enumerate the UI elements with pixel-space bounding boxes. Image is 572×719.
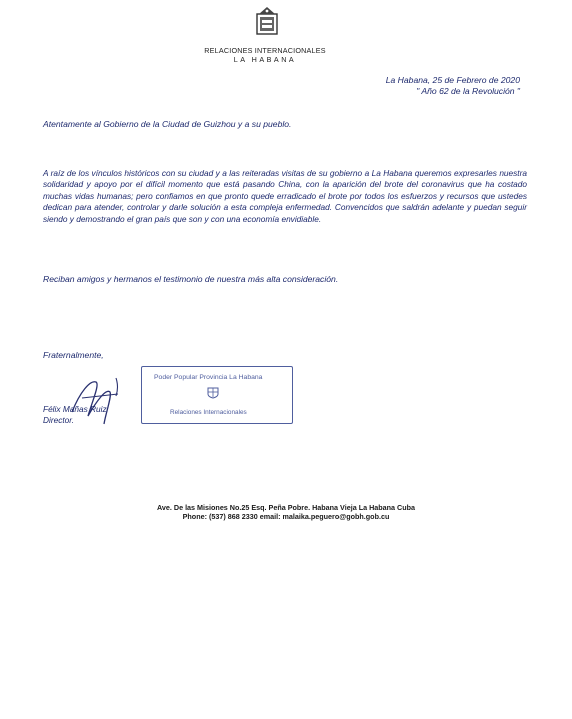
- organization-name: RELACIONES INTERNACIONALES: [204, 46, 326, 55]
- signer-title: Director.: [43, 414, 75, 425]
- signer-name: Félix Mañas Ruiz: [43, 404, 107, 414]
- footer-address: Ave. De las Misiones No.25 Esq. Peña Pobre. Habana Vieja La Habana Cuba: [156, 503, 416, 512]
- organization-city: LA HABANA: [233, 55, 297, 64]
- footer-phone-email: Phone: (537) 868 2330 email: malaika.peguero@gobh.gob.cu: [182, 512, 390, 522]
- stamp-bottom-text: Relaciones Internacionales: [170, 409, 247, 416]
- regards-line: Reciban amigos y hermanos el testimonio de nuestra más alta consideración.: [43, 274, 339, 284]
- coat-of-arms-icon: [254, 6, 280, 36]
- closing: Fraternalmente,: [43, 350, 104, 360]
- salutation: Atentamente al Gobierno de la Ciudad de Guizhou y a su pueblo.: [43, 119, 292, 129]
- stamp-top-text: Poder Popular Provincia La Habana: [154, 374, 263, 381]
- stamp-emblem-icon: [206, 385, 220, 399]
- date-block: [386, 75, 520, 97]
- official-stamp: [141, 366, 293, 424]
- letterhead: [160, 46, 370, 64]
- letter-date: La Habana, 25 de Febrero de 2020: [385, 75, 520, 85]
- signer-block: [43, 404, 107, 425]
- letter-body: A raíz de los vínculos históricos con su ciudad y a las reiteradas visitas de su gobierno a La Habana queremos expresarles nuestra solidaridad y apoyo por el difícil momento que está pasando China, con la aparición del brote del coronavirus que ha costado muchas vidas humanas; pero confiamos en que pronto quede erradicado el brote por todos los esfuerzos y recursos que ustedes dedican para atender, controlar y darle solución a esta compleja enfermedad. Convencidos que saldrán adelante y puedan seguir siendo y demostrando el gran país que son y con una economía envidiable.: [43, 168, 527, 224]
- footer-contact: [100, 503, 472, 522]
- year-motto: " Año 62 de la Revolución ": [416, 86, 520, 96]
